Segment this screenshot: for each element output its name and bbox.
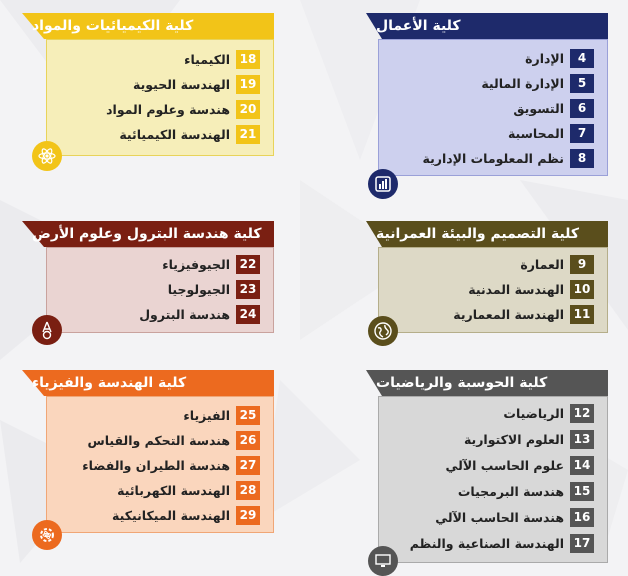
program-label: الهندسة الحيوية — [133, 76, 230, 92]
list-item — [139, 304, 260, 324]
program-label: هندسة التحكم والقياس — [87, 432, 230, 448]
computer-icon — [368, 546, 398, 576]
program-number: 25 — [236, 406, 260, 425]
program-number: 18 — [236, 50, 260, 69]
list-item — [481, 73, 594, 93]
program-number: 14 — [570, 456, 594, 475]
program-number: 6 — [570, 99, 594, 118]
list-item — [435, 507, 594, 527]
program-number: 27 — [236, 456, 260, 475]
list-item — [508, 123, 594, 143]
program-number: 8 — [570, 149, 594, 168]
list-item — [464, 429, 594, 449]
globe-icon — [368, 316, 398, 346]
program-number: 22 — [236, 255, 260, 274]
program-number: 20 — [236, 100, 260, 119]
college-card-business — [366, 13, 608, 188]
list-item — [525, 48, 594, 68]
list-item — [168, 279, 260, 299]
list-item — [503, 403, 594, 423]
college-card-petroleum — [22, 221, 274, 356]
program-label: هندسة الطيران والفضاء — [82, 457, 230, 473]
program-label: علوم الحاسب الآلي — [445, 457, 564, 473]
program-label: هندسة البترول — [139, 306, 230, 322]
program-number: 10 — [570, 280, 594, 299]
program-label: الهندسة الصناعية والنظم — [409, 535, 564, 551]
program-label: الهندسة الكيميائية — [119, 126, 230, 142]
program-number: 19 — [236, 75, 260, 94]
list-item — [82, 455, 260, 475]
college-title: كلية الحوسبة والرياضيات — [376, 375, 548, 391]
list-item — [458, 481, 594, 501]
list-item — [184, 49, 260, 69]
program-number: 4 — [570, 49, 594, 68]
list-item — [513, 98, 594, 118]
program-label: الكيمياء — [184, 51, 230, 67]
oil-rig-globe-icon — [32, 315, 62, 345]
list-item — [520, 254, 594, 274]
program-label: الهندسة المعمارية — [453, 306, 564, 322]
college-title: كلية الأعمال — [376, 18, 461, 34]
program-number: 9 — [570, 255, 594, 274]
college-title: كلية هندسة البترول وعلوم الأرض — [32, 226, 262, 242]
calculator-chart-icon — [368, 169, 398, 199]
list-item — [119, 124, 260, 144]
college-card-design — [366, 221, 608, 356]
atom-icon — [32, 141, 62, 171]
program-number: 12 — [570, 404, 594, 423]
program-label: الهندسة المدنية — [468, 281, 564, 297]
program-number: 11 — [570, 305, 594, 324]
college-card-engineering — [22, 370, 274, 560]
program-label: الإدارة المالية — [481, 75, 564, 91]
program-label: المحاسبة — [507, 125, 564, 141]
program-label: هندسة الحاسب الآلي — [435, 509, 564, 525]
program-label: الهندسة الميكانيكية — [112, 507, 230, 523]
program-number: 15 — [570, 482, 594, 501]
list-item — [117, 480, 260, 500]
program-label: الجيولوجيا — [167, 281, 230, 297]
program-label: هندسة البرمجيات — [457, 483, 564, 499]
list-item — [446, 455, 594, 475]
program-label: العمارة — [520, 256, 564, 272]
list-item — [410, 533, 594, 553]
list-item — [106, 99, 260, 119]
list-item — [453, 304, 594, 324]
program-label: نظم المعلومات الإدارية — [422, 150, 564, 166]
list-item — [133, 74, 260, 94]
list-item — [468, 279, 594, 299]
list-item — [162, 254, 260, 274]
program-number: 21 — [236, 125, 260, 144]
program-label: هندسة وعلوم المواد — [106, 101, 230, 117]
program-number: 5 — [570, 74, 594, 93]
gear-atom-icon — [32, 520, 62, 550]
college-card-chemicals — [22, 13, 274, 178]
program-number: 7 — [570, 124, 594, 143]
program-number: 17 — [570, 534, 594, 553]
program-label: الرياضيات — [503, 405, 564, 421]
college-title: كلية الهندسة والفيزياء — [32, 375, 187, 391]
list-item — [87, 430, 260, 450]
program-label: الإدارة — [525, 50, 564, 66]
list-item — [112, 505, 260, 525]
program-number: 28 — [236, 481, 260, 500]
program-number: 13 — [570, 430, 594, 449]
program-number: 26 — [236, 431, 260, 450]
college-title: كلية الكيميائيات والمواد — [32, 18, 194, 34]
list-item — [183, 405, 260, 425]
list-item — [423, 148, 595, 168]
program-number: 29 — [236, 506, 260, 525]
program-label: العلوم الاكتوارية — [463, 431, 564, 447]
program-number: 23 — [236, 280, 260, 299]
program-number: 24 — [236, 305, 260, 324]
program-label: الفيزياء — [183, 407, 230, 423]
college-card-computing — [366, 370, 608, 563]
college-title: كلية التصميم والبيئة العمرانية — [376, 226, 580, 242]
program-label: الجيوفيزياء — [162, 256, 230, 272]
program-label: التسويق — [513, 100, 564, 116]
program-number: 16 — [570, 508, 594, 527]
program-label: الهندسة الكهربائية — [117, 482, 230, 498]
